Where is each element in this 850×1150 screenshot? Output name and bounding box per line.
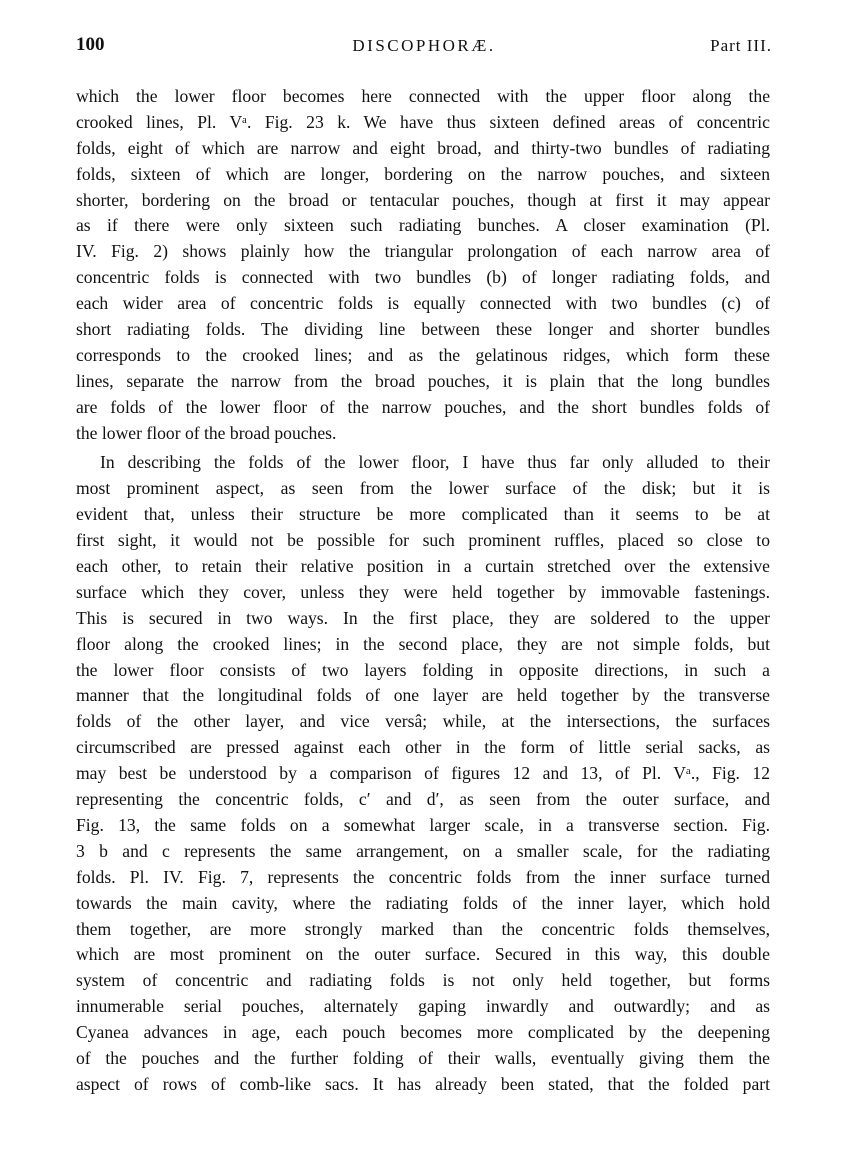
text-line: floor along the crooked lines; in the second place, they are not simple folds, but (76, 633, 770, 654)
text-line: surface which they cover, unless they were held together by immovable fastenings. (76, 581, 770, 602)
page-number: 100 (76, 34, 105, 55)
text-line: the lower floor of the broad pouches. (76, 422, 337, 443)
text-line: folds, eight of which are narrow and eight broad, and thirty-two bundles of radiating (76, 137, 770, 158)
text-line: Cyanea advances in age, each pouch becomes more complicated by the deepening (76, 1022, 770, 1043)
running-header (76, 34, 772, 62)
text-line: innumerable serial pouches, alternately gaping inwardly and outwardly; and as (76, 996, 770, 1017)
text-line: IV. Fig. 2) shows plainly how the triangular prolongation of each narrow area of (76, 241, 770, 262)
text-line: shorter, bordering on the broad or tentacular pouches, though at first it may appear (76, 189, 770, 210)
text-line: as if there were only sixteen such radiating bunches. A closer examination (Pl. (76, 215, 770, 236)
text-line: In describing the folds of the lower floor, I have thus far only alluded to their (100, 452, 770, 473)
text-line: most prominent aspect, as seen from the lower surface of the disk; but it is (76, 478, 770, 499)
text-line: which the lower floor becomes here connected with the upper floor along the (76, 86, 770, 106)
text-line: concentric folds is connected with two bundles (b) of longer radiating folds, and (76, 267, 770, 288)
text-line: each wider area of concentric folds is equally connected with two bundles (c) of (76, 293, 770, 314)
text-line: towards the main cavity, where the radiating folds of the inner layer, which hold (76, 892, 770, 913)
text-line: folds of the other layer, and vice versâ; while, at the intersections, the surfaces (76, 711, 770, 732)
text-line: 3 b and c represents the same arrangement, on a smaller scale, for the radiating (76, 840, 770, 861)
text-line: aspect of rows of comb-like sacs. It has already been stated, that the folded part (76, 1073, 770, 1094)
text-line: corresponds to the crooked lines; and as the gelatinous ridges, which form these (76, 344, 770, 365)
text-line: folds, sixteen of which are longer, bordering on the narrow pouches, and sixteen (76, 163, 770, 184)
running-title: DISCOPHORÆ. (352, 36, 496, 55)
text-line: which are most prominent on the outer surface. Secured in this way, this double (76, 944, 770, 965)
text-line: folds. Pl. IV. Fig. 7, represents the concentric folds from the inner surface turned (76, 866, 770, 887)
body-text (76, 84, 770, 1098)
text-line: manner that the longitudinal folds of one layer are held together by the transverse (76, 685, 770, 706)
text-line: representing the concentric folds, c′ and d′, as seen from the outer surface, and (76, 789, 770, 810)
text-line: of the pouches and the further folding of their walls, eventually giving them the (76, 1047, 770, 1068)
text-line: evident that, unless their structure be more complicated than it seems to be at (76, 504, 770, 525)
text-line: the lower floor consists of two layers folding in opposite directions, in such a (76, 659, 770, 680)
text-line: are folds of the lower floor of the narrow pouches, and the short bundles folds of (76, 396, 770, 417)
text-line: circumscribed are pressed against each other in the form of little serial sacks, as (76, 737, 770, 758)
text-line: system of concentric and radiating folds is not only held together, but forms (76, 970, 770, 991)
text-line: short radiating folds. The dividing line between these longer and shorter bundles (76, 319, 770, 340)
text-line: lines, separate the narrow from the broad pouches, it is plain that the long bundles (76, 370, 770, 391)
text-line: each other, to retain their relative position in a curtain stretched over the extensive (76, 556, 770, 577)
text-line: Fig. 13, the same folds on a somewhat larger scale, in a transverse section. Fig. (76, 814, 770, 835)
text-line: This is secured in two ways. In the first place, they are soldered to the upper (76, 607, 770, 628)
text-line: crooked lines, Pl. Vᵃ. Fig. 23 k. We have thus sixteen defined areas of concentric (76, 111, 770, 132)
text-line: them together, are more strongly marked than the concentric folds themselves, (76, 918, 770, 939)
part-label: Part III. (710, 36, 772, 55)
text-line: first sight, it would not be possible for such prominent ruffles, placed so close to (76, 530, 770, 551)
text-line: may best be understood by a comparison of figures 12 and 13, of Pl. Vᵃ., Fig. 12 (76, 763, 770, 784)
